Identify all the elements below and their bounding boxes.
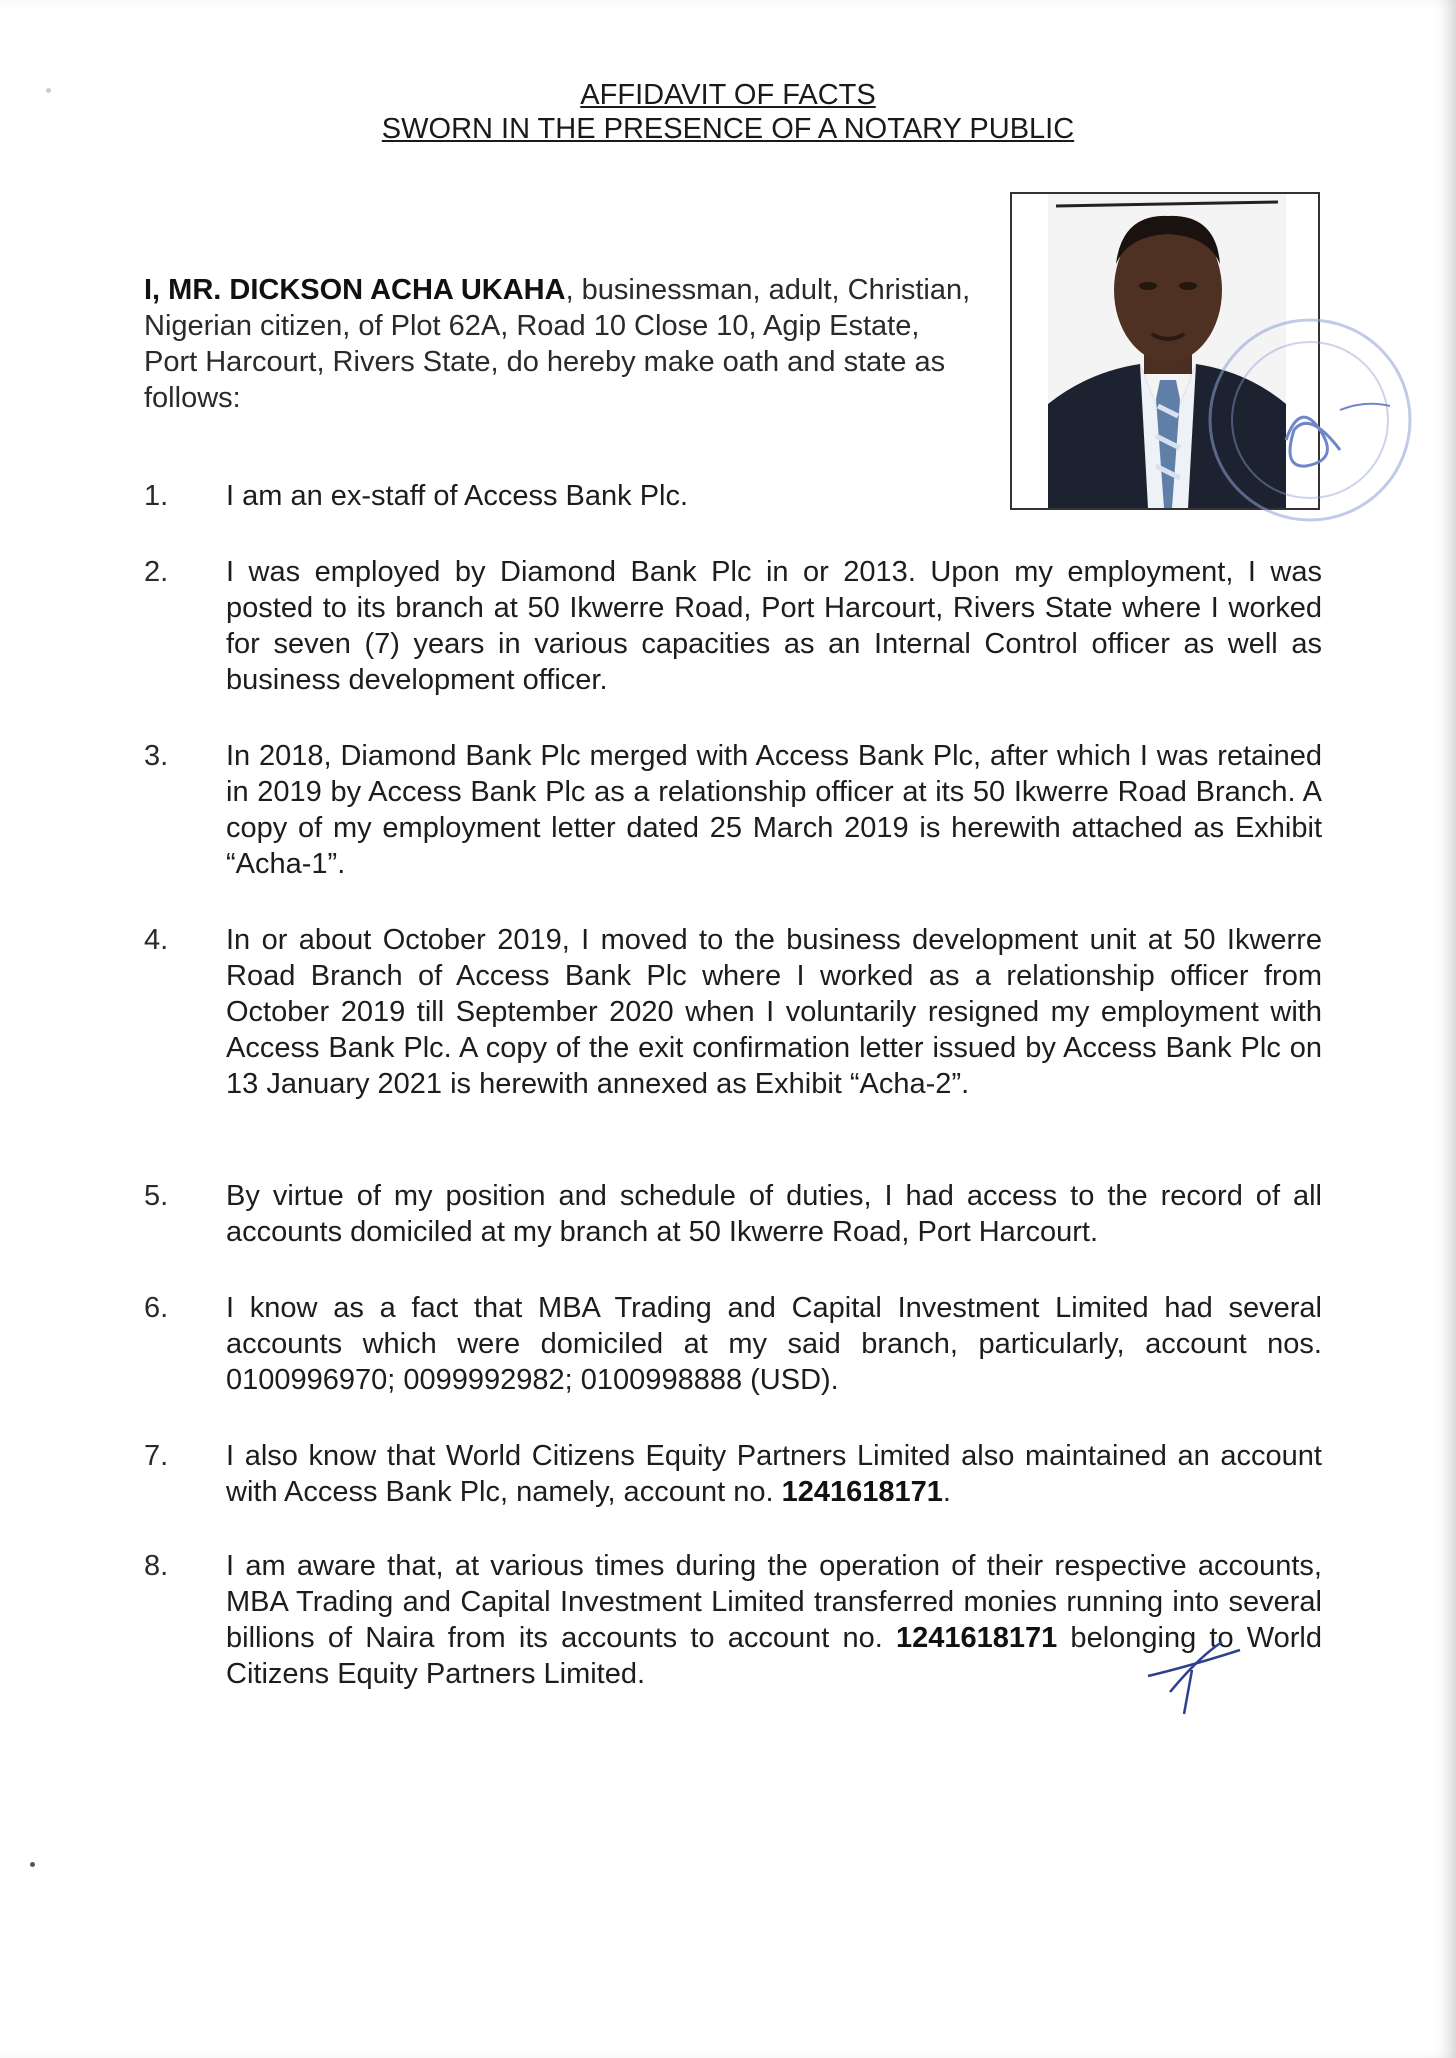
paragraph-number: 2. xyxy=(144,556,169,588)
paragraph-number: 3. xyxy=(144,740,169,772)
paragraph-number: 6. xyxy=(144,1292,169,1324)
paragraph-text-part: I also know that World Citizens Equity Partners Limited also maintained an account with Access Bank Plc, namely, account no. xyxy=(226,1440,1322,1508)
paragraph-text: I know as a fact that MBA Trading and Capital Investment Limited had several accounts which were domiciled at my said branch, particularly, account nos. 0100996970; 0099992982; 0100998888 (USD). xyxy=(226,1292,1322,1396)
paragraph-text: I was employed by Diamond Bank Plc in or 2013. Upon my employment, I was posted to its branch at 50 Ikwerre Road, Port Harcourt, Rivers State where I worked for seven (7) years in various capacities as an Internal Control officer as well as business development officer. xyxy=(226,556,1322,696)
paragraph-text-part: I am aware that, at various times during the operation of their respective accounts, MBA Trading and Capital Investment Limited transferred monies running into several billions of Naira from its accounts to account no. xyxy=(226,1550,1322,1654)
signature-mark-icon xyxy=(1140,1636,1250,1716)
paragraph-number: 4. xyxy=(144,924,169,956)
paragraph-text: In or about October 2019, I moved to the business development unit at 50 Ikwerre Road Branch of Access Bank Plc where I worked as a relationship officer from October 2019 till September 2020 when I voluntarily resigned my employment with Access Bank Plc. A copy of the exit confirmation letter issued by Access Bank Plc on 13 January 2021 is herewith annexed as Exhibit “Acha-2”. xyxy=(226,924,1322,1100)
paragraph-number: 7. xyxy=(144,1440,169,1472)
scan-speck xyxy=(46,88,51,93)
scan-speck xyxy=(30,1862,35,1867)
paragraph-text: In 2018, Diamond Bank Plc merged with Access Bank Plc, after which I was retained in 2019 by Access Bank Plc as a relationship officer at its 50 Ikwerre Road Branch. A copy of my employment letter dated 25 March 2019 is herewith attached as Exhibit “Acha-1”. xyxy=(226,740,1322,880)
document-subtitle: SWORN IN THE PRESENCE OF A NOTARY PUBLIC xyxy=(381,113,1075,145)
account-number: 1241618171 xyxy=(895,1622,1058,1654)
intro-statement xyxy=(144,272,974,416)
paragraph-text xyxy=(226,1438,1322,1510)
paragraph-text-part: belonging to World Citizens Equity Partners Limited. xyxy=(226,1622,1322,1690)
paragraph-number: 8. xyxy=(144,1550,169,1582)
paragraph-text: By virtue of my position and schedule of duties, I had access to the record of all accounts domiciled at my branch at 50 Ikwerre Road, Port Harcourt. xyxy=(226,1180,1322,1248)
document-title: AFFIDAVIT OF FACTS xyxy=(580,79,876,111)
paragraph-text: I am an ex-staff of Access Bank Plc. xyxy=(226,480,689,512)
account-number: 1241618171 xyxy=(781,1476,943,1508)
paragraph-text-part: . xyxy=(942,1476,951,1508)
intro-text: , businessman, adult, Christian, Nigerian citizen, of Plot 62A, Road 10 Close 10, Agip Estate, Port Harcourt, Rivers State, do hereby make oath and state as follows: xyxy=(144,274,971,414)
deponent-name: I, MR. DICKSON ACHA UKAHA xyxy=(144,274,566,306)
paragraph-number: 1. xyxy=(144,480,169,512)
paragraph-number: 5. xyxy=(144,1180,169,1212)
